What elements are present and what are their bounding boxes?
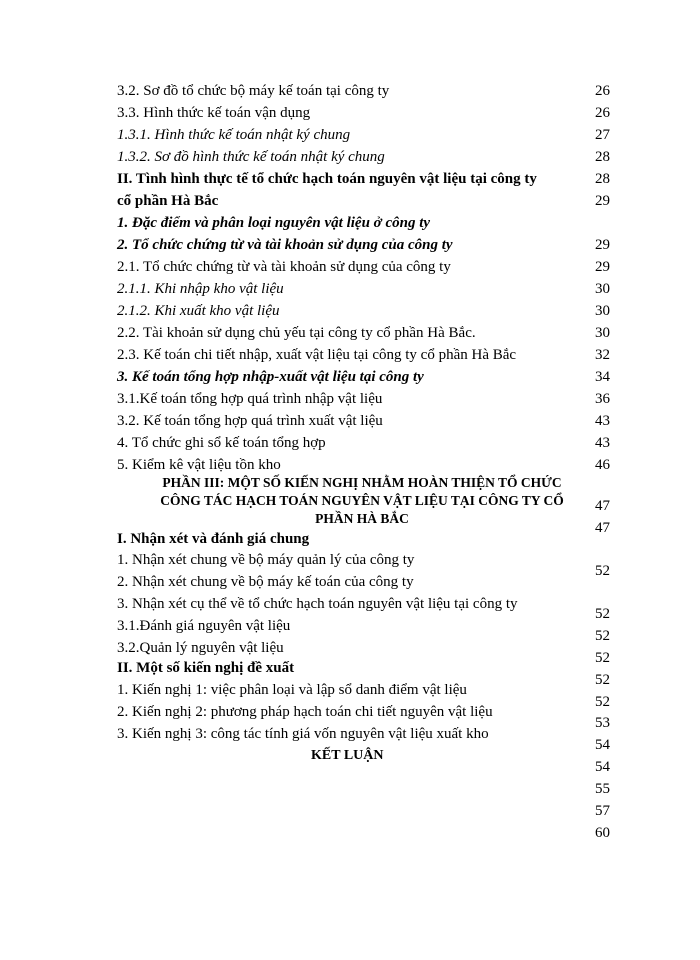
- page-number: 55: [595, 781, 610, 797]
- toc-entry: 1.3.1. Hình thức kế toán nhật ký chung: [117, 127, 351, 143]
- page-number: 53: [595, 715, 610, 731]
- toc-entry: 3.1.Đánh giá nguyên vật liệu: [117, 618, 291, 634]
- page-number: 47: [595, 520, 610, 536]
- page-number: 30: [595, 325, 610, 341]
- page-number: 60: [595, 825, 610, 841]
- toc-entry: 2.3. Kế toán chi tiết nhập, xuất vật liệu tại công ty cổ phần Hà Bắc: [117, 347, 517, 363]
- page-number: 34: [595, 369, 610, 385]
- toc-part-heading: CÔNG TÁC HẠCH TOÁN NGUYÊN VẬT LIỆU TẠI CÔNG TY CỔ: [160, 493, 564, 508]
- toc-entry: 2.1. Tổ chức chứng từ và tài khoản sử dụng của công ty: [117, 259, 451, 275]
- page-number: 29: [595, 237, 610, 253]
- toc-entry: 3. Nhận xét cụ thể về tổ chức hạch toán nguyên vật liệu tại công ty: [117, 596, 518, 612]
- toc-section-heading: I. Nhận xét và đánh giá chung: [117, 531, 310, 547]
- toc-entry: 2. Nhận xét chung về bộ máy kế toán của công ty: [117, 574, 414, 590]
- toc-entry: 3.1.Kế toán tổng hợp quá trình nhập vật liệu: [117, 391, 383, 407]
- toc-entry: 3.2. Kế toán tổng hợp quá trình xuất vật liệu: [117, 413, 383, 429]
- toc-entry: 2.1.2. Khi xuất kho vật liệu: [117, 303, 280, 319]
- toc-entry: 1. Đặc điểm và phân loại nguyên vật liệu ở công ty: [117, 215, 431, 231]
- page-number: 43: [595, 435, 610, 451]
- page-number: 29: [595, 193, 610, 209]
- page-number: 47: [595, 498, 610, 514]
- toc-entry: 1.3.2. Sơ đồ hình thức kế toán nhật ký chung: [117, 149, 385, 165]
- page-number: 54: [595, 737, 610, 753]
- toc-entry: 2. Kiến nghị 2: phương pháp hạch toán chi tiết nguyên vật liệu: [117, 704, 493, 720]
- page-number: 32: [595, 347, 610, 363]
- page-number: 52: [595, 672, 610, 688]
- page-number: 52: [595, 650, 610, 666]
- toc-conclusion-heading: KẾT LUẬN: [311, 748, 384, 763]
- toc-section-heading: II. Một số kiến nghị đề xuất: [117, 660, 295, 676]
- toc-entry: 1. Nhận xét chung về bộ máy quản lý của công ty: [117, 552, 415, 568]
- page-number: 28: [595, 171, 610, 187]
- page-number: 30: [595, 303, 610, 319]
- page-number: 43: [595, 413, 610, 429]
- toc-part-heading: PHẦN HÀ BẮC: [315, 511, 409, 526]
- page-number: 46: [595, 457, 610, 473]
- toc-entry: 3.2.Quản lý nguyên vật liệu: [117, 640, 284, 656]
- page-number: 52: [595, 628, 610, 644]
- page-number: 52: [595, 694, 610, 710]
- toc-entry: 2. Tổ chức chứng từ và tài khoản sử dụng của công ty: [117, 237, 453, 253]
- toc-entry: 1. Kiến nghị 1: việc phân loại và lập sổ danh điểm vật liệu: [117, 682, 467, 698]
- page-number: 26: [595, 105, 610, 121]
- toc-entry: 3.2. Sơ đồ tổ chức bộ máy kế toán tại công ty: [117, 83, 390, 99]
- toc-entry: 3.3. Hình thức kế toán vận dụng: [117, 105, 311, 121]
- toc-section-heading: II. Tình hình thực tế tổ chức hạch toán nguyên vật liệu tại công ty: [117, 171, 537, 187]
- toc-section-heading: cổ phần Hà Bắc: [117, 193, 219, 209]
- toc-entry: 3. Kiến nghị 3: công tác tính giá vốn nguyên vật liệu xuất kho: [117, 726, 489, 742]
- toc-entry: 3. Kế toán tổng hợp nhập-xuất vật liệu tại công ty: [117, 369, 424, 385]
- page-number: 30: [595, 281, 610, 297]
- page-number: 27: [595, 127, 610, 143]
- toc-entry: 2.1.1. Khi nhập kho vật liệu: [117, 281, 284, 297]
- toc-entry: 2.2. Tài khoản sử dụng chủ yếu tại công ty cổ phần Hà Bắc.: [117, 325, 476, 341]
- page-number: 52: [595, 563, 610, 579]
- toc-entry: 4. Tổ chức ghi sổ kế toán tổng hợp: [117, 435, 326, 451]
- page-number: 28: [595, 149, 610, 165]
- page-number: 52: [595, 606, 610, 622]
- page-number: 29: [595, 259, 610, 275]
- toc-part-heading: PHẦN III: MỘT SỐ KIẾN NGHỊ NHẰM HOÀN THIỆN TỔ CHỨC: [162, 475, 562, 490]
- page-number: 54: [595, 759, 610, 775]
- page-number: 26: [595, 83, 610, 99]
- page-number: 36: [595, 391, 610, 407]
- toc-entry: 5. Kiểm kê vật liệu tồn kho: [117, 457, 281, 473]
- page-number: 57: [595, 803, 610, 819]
